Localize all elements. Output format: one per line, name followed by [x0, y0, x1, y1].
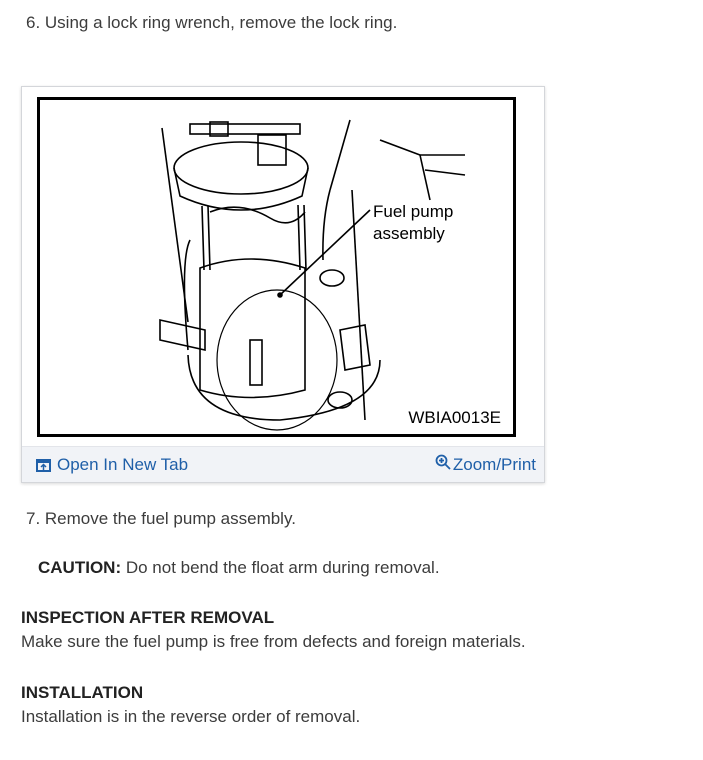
- installation-heading: INSTALLATION: [21, 683, 144, 702]
- open-in-new-tab-label: Open In New Tab: [57, 455, 189, 474]
- inspection-text: Make sure the fuel pump is free from defects and foreign materials.: [21, 632, 526, 651]
- figure-callout: [373, 201, 453, 245]
- open-in-new-tab-link[interactable]: [36, 455, 188, 475]
- inspection-heading: INSPECTION AFTER REMOVAL: [21, 608, 275, 627]
- figure-card: [21, 86, 545, 483]
- fuel-pump-drawing: [40, 100, 513, 434]
- step-7-text: 7. Remove the fuel pump assembly.: [26, 509, 296, 528]
- caution-text: Do not bend the float arm during removal.: [121, 558, 440, 577]
- zoom-print-label: Zoom/Print: [452, 455, 536, 474]
- caution-label: CAUTION:: [38, 558, 122, 577]
- fuel-pump-illustration: [37, 97, 516, 437]
- callout-line-1: Fuel pump: [373, 202, 454, 221]
- open-new-tab-icon: [36, 459, 51, 472]
- step-6-text: 6. Using a lock ring wrench, remove the lock ring.: [26, 13, 398, 32]
- installation-text: Installation is in the reverse order of removal.: [21, 707, 361, 726]
- figure-toolbar: [22, 446, 544, 482]
- zoom-in-icon: [435, 454, 451, 470]
- caution-note: [38, 558, 440, 578]
- figure-code: WBIA0013E: [408, 408, 501, 427]
- callout-line-2: assembly: [373, 224, 445, 243]
- zoom-print-link[interactable]: [435, 455, 536, 475]
